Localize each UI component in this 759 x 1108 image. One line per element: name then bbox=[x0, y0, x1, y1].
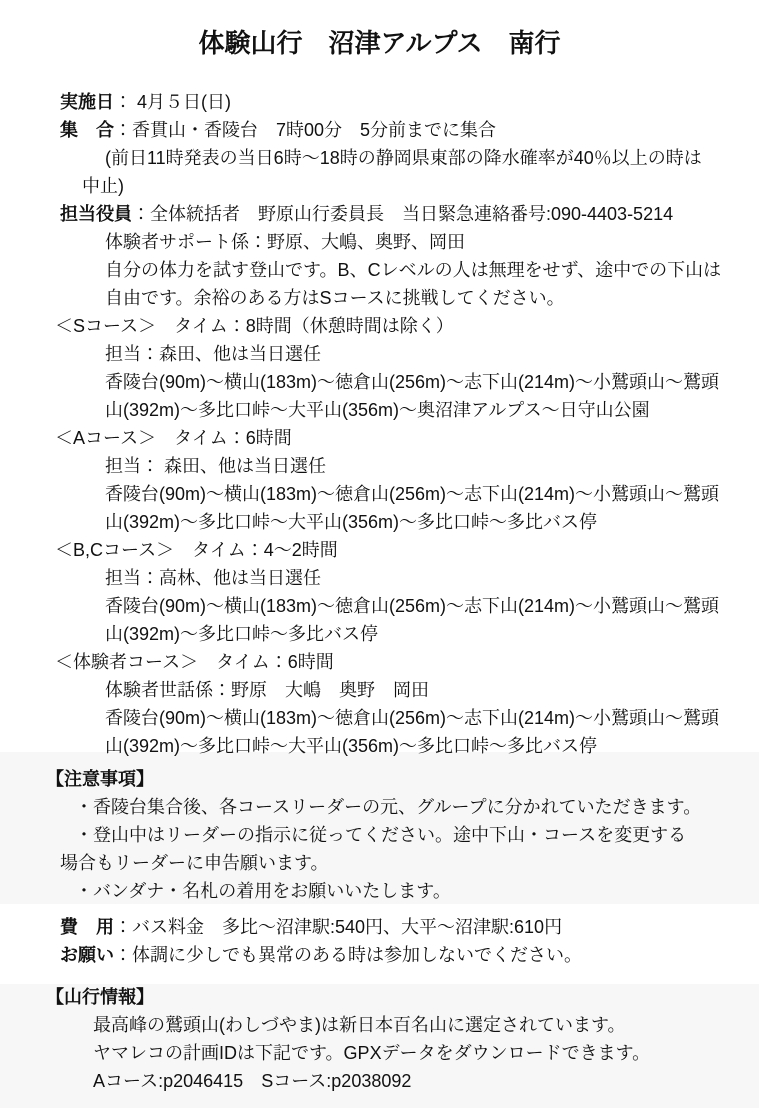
course-s-route-2: 山(392m)～多比口峠～大平山(356m)～奥沼津アルプス～日守山公園 bbox=[105, 400, 650, 420]
support-line: 体験者サポート係：野原、大嶋、奥野、岡田 bbox=[105, 232, 465, 252]
request-label: お願い bbox=[60, 945, 114, 965]
notes-bullet-2-continuation: 場合もリーダーに申告願います。 bbox=[60, 853, 329, 873]
date-line bbox=[60, 88, 759, 116]
course-bc-route-1: 香陵台(90m)～横山(183m)～徳倉山(256m)～志下山(214m)～小鷲頭山～鷲頭 bbox=[105, 596, 720, 616]
course-bc-route-2: 山(392m)～多比口峠～多比バス停 bbox=[105, 624, 379, 644]
course-s-header: ＜Sコース＞ タイム：8時間（休憩時間は除く） bbox=[55, 316, 454, 336]
course-trial-route-1: 香陵台(90m)～横山(183m)～徳倉山(256m)～志下山(214m)～小鷲頭山～鷲頭 bbox=[105, 708, 720, 728]
description-line-2: 自由です。余裕のある方はSコースに挑戦してください。 bbox=[105, 288, 565, 308]
course-bc-header: ＜B,Cコース＞ タイム：4～2時間 bbox=[55, 540, 338, 560]
course-s-route-1: 香陵台(90m)～横山(183m)～徳倉山(256m)～志下山(214m)～小鷲頭山～鷲頭 bbox=[105, 372, 720, 392]
trip-info-line-1: 最高峰の鷲頭山(わしづやま)は新日本百名山に選定されています。 bbox=[93, 1015, 626, 1035]
meeting-value: ：香貫山・香陵台 7時00分 5分前までに集合 bbox=[114, 120, 497, 140]
meeting-note-line-2: 中止) bbox=[82, 176, 124, 196]
description-line-1: 自分の体力を試す登山です。B、Cレベルの人は無理をせず、途中での下山は bbox=[105, 260, 722, 280]
fee-line bbox=[60, 913, 759, 941]
course-a-header: ＜Aコース＞ タイム：6時間 bbox=[55, 428, 292, 448]
date-label: 実施日 bbox=[60, 92, 114, 112]
course-a-route-2: 山(392m)～多比口峠～大平山(356m)～多比口峠～多比バス停 bbox=[105, 512, 598, 532]
trip-info-heading: 【山行情報】 bbox=[46, 987, 154, 1007]
staff-label: 担当役員 bbox=[60, 204, 132, 224]
meeting-line bbox=[60, 116, 759, 144]
staff-line bbox=[60, 200, 759, 228]
course-trial-header: ＜体験者コース＞ タイム：6時間 bbox=[55, 652, 334, 672]
notes-bullet-2: ・登山中はリーダーの指示に従ってください。途中下山・コースを変更する bbox=[75, 825, 687, 845]
course-a-leader: 担当： 森田、他は当日選任 bbox=[105, 456, 326, 476]
fee-value: ：バス料金 多比～沼津駅:540円、大平～沼津駅:610円 bbox=[114, 917, 563, 937]
staff-value: ：全体統括者 野原山行委員長 当日緊急連絡番号:090-4403-5214 bbox=[132, 204, 674, 224]
course-trial-route-2: 山(392m)～多比口峠～大平山(356m)～多比口峠～多比バス停 bbox=[105, 736, 598, 756]
request-line bbox=[60, 941, 759, 969]
notes-heading: 【注意事項】 bbox=[46, 769, 154, 789]
request-value: ：体調に少しでも異常のある時は参加しないでください。 bbox=[114, 945, 582, 965]
course-bc-leader: 担当：高林、他は当日選任 bbox=[105, 568, 321, 588]
notes-bullet-1: ・香陵台集合後、各コースリーダーの元、グループに分かれていただきます。 bbox=[75, 797, 702, 817]
fee-label: 費 用 bbox=[60, 917, 114, 937]
course-trial-leader: 体験者世話係：野原 大嶋 奥野 岡田 bbox=[105, 680, 429, 700]
trip-info-line-3: Aコース:p2046415 Sコース:p2038092 bbox=[93, 1071, 412, 1091]
trip-info-line-2: ヤマレコの計画IDは下記です。GPXデータをダウンロードできます。 bbox=[93, 1043, 651, 1063]
meeting-label: 集 合 bbox=[60, 120, 114, 140]
notes-bullet-3: ・バンダナ・名札の着用をお願いいたします。 bbox=[75, 881, 451, 901]
date-value: ： 4月５日(日) bbox=[114, 92, 231, 112]
page-title: 体験山行 沼津アルプス 南行 bbox=[198, 28, 561, 58]
meeting-note-line-1: (前日11時発表の当日6時～18時の静岡県東部の降水確率が40％以上の時は bbox=[105, 148, 702, 168]
course-a-route-1: 香陵台(90m)～横山(183m)～徳倉山(256m)～志下山(214m)～小鷲頭山～鷲頭 bbox=[105, 484, 720, 504]
course-s-leader: 担当：森田、他は当日選任 bbox=[105, 344, 321, 364]
